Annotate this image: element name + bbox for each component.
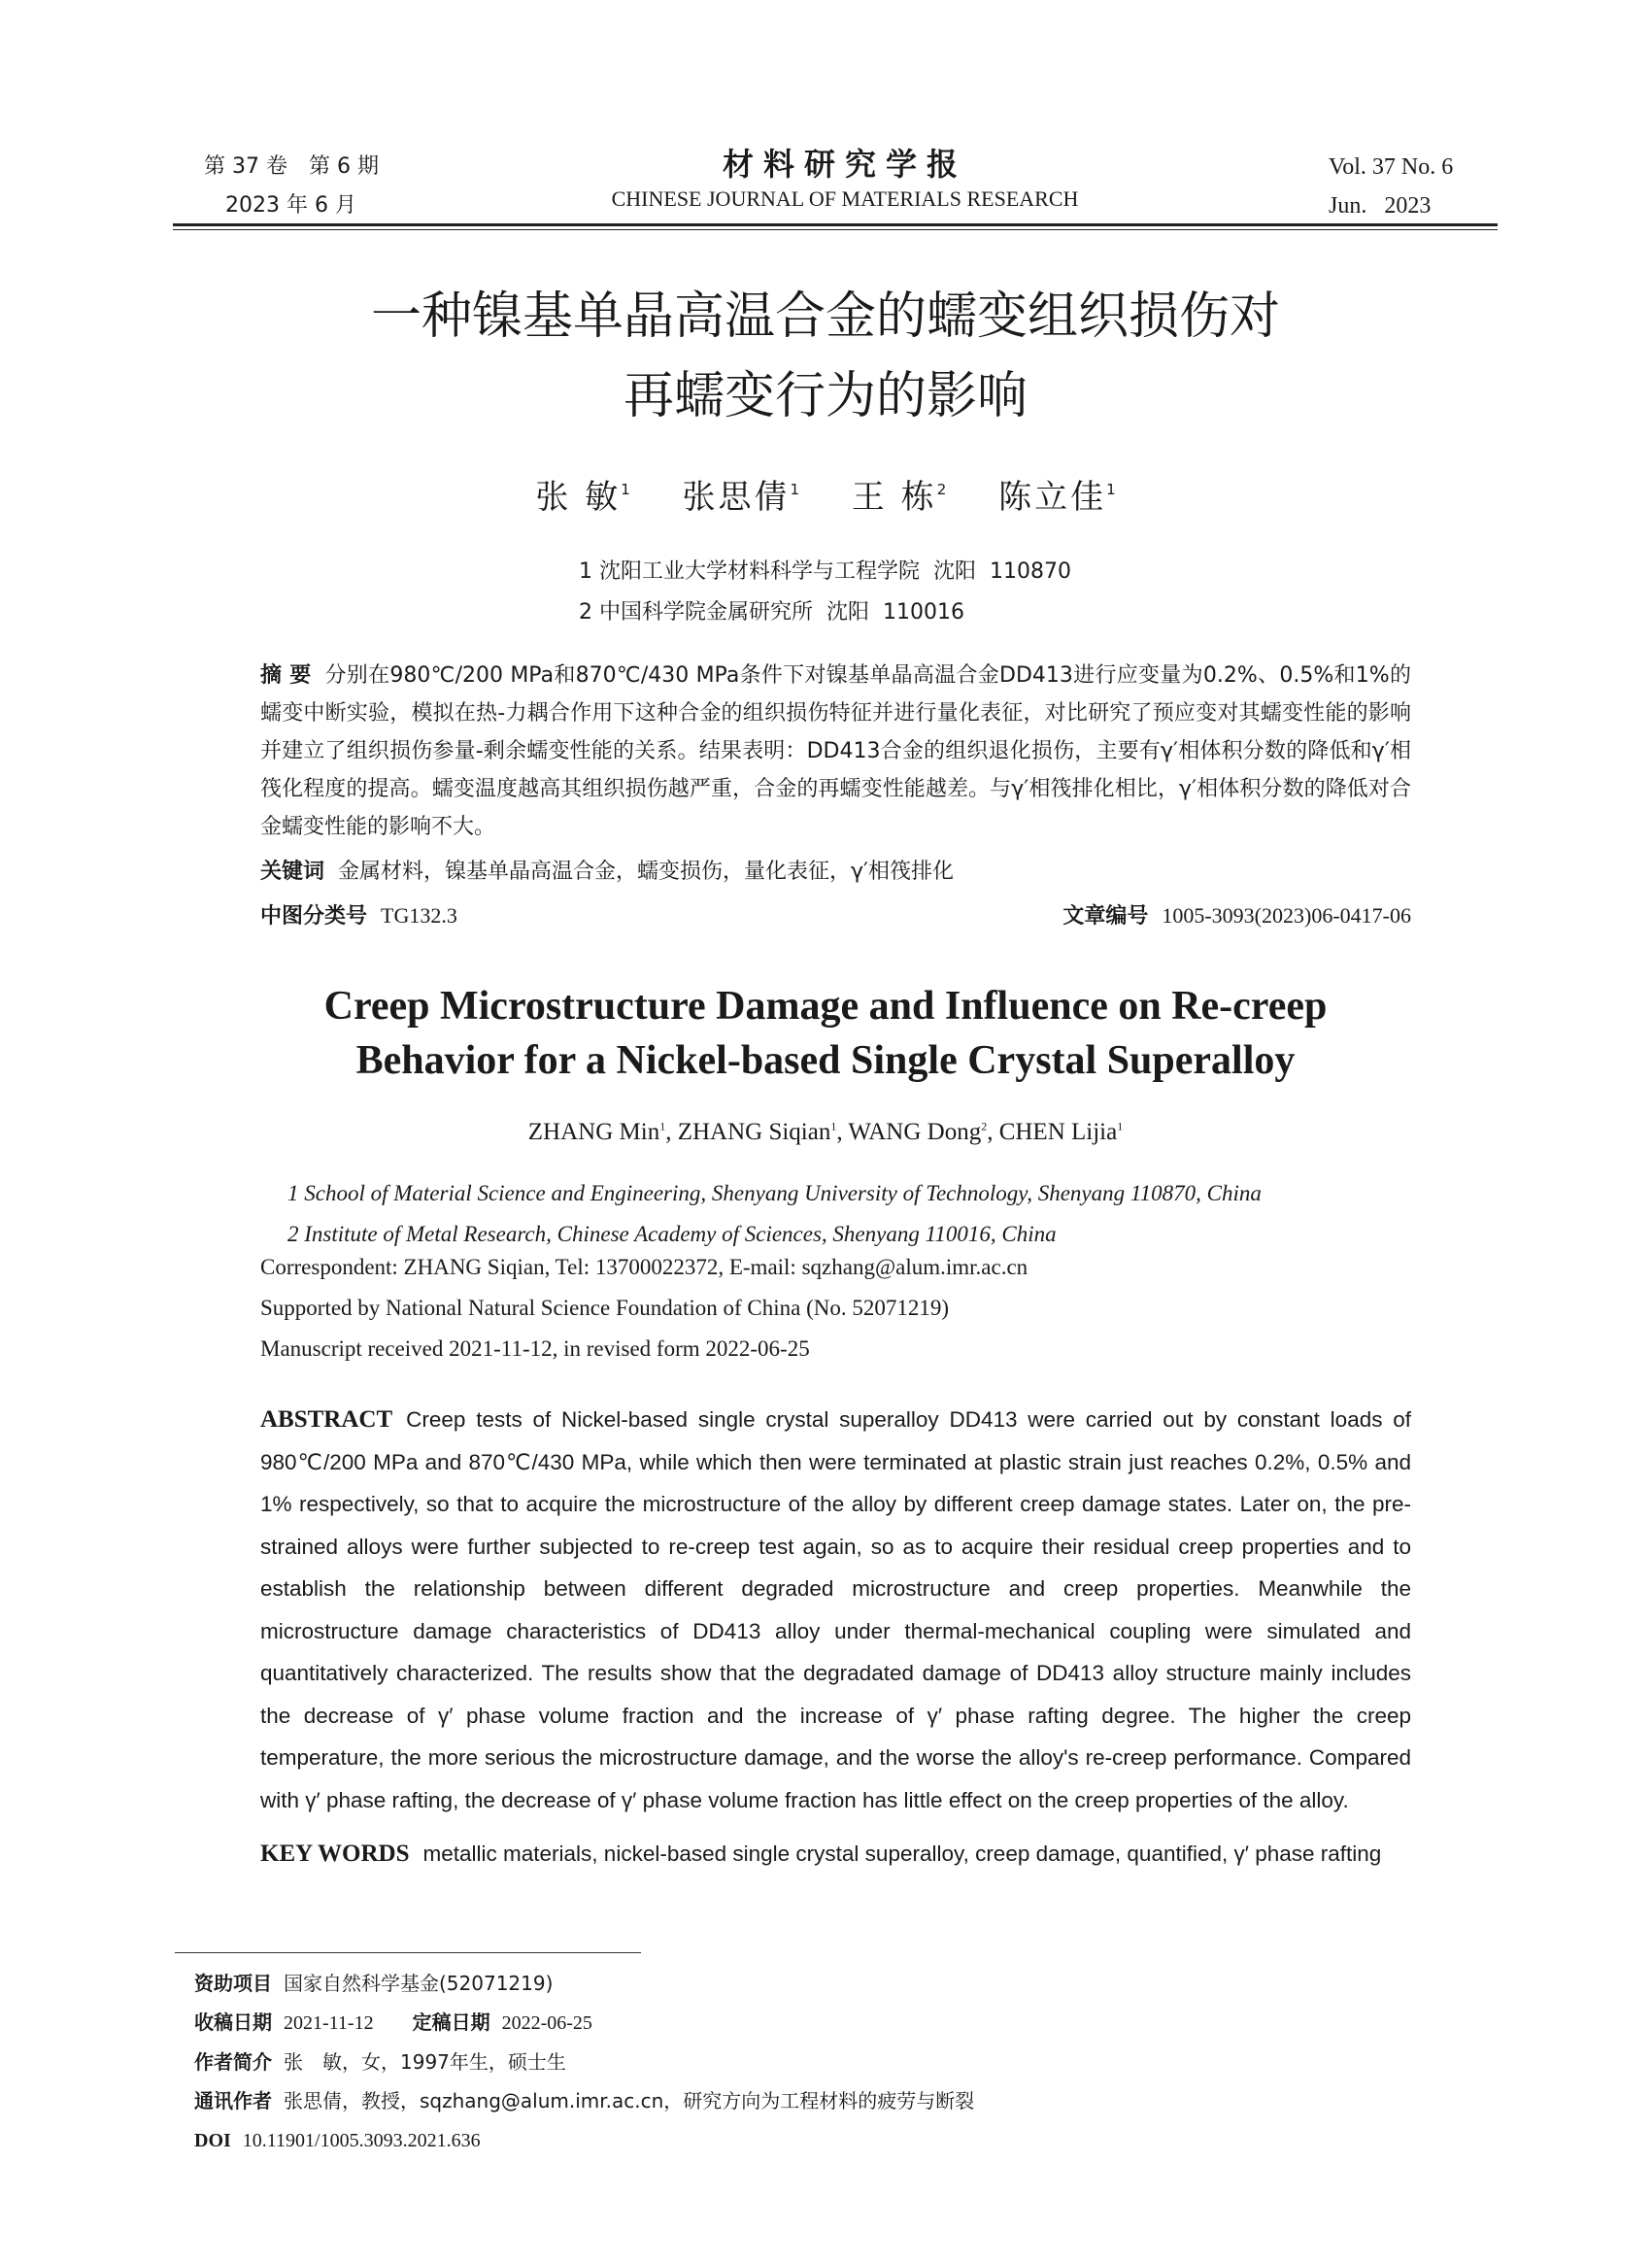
title-cn bbox=[175, 277, 1476, 436]
manuscript-dates: Manuscript received 2021-11-12, in revised form 2022-06-25 bbox=[260, 1336, 810, 1361]
footnote-dates: 收稿日期 2021-11-12 定稿日期 2022-06-25 bbox=[194, 2011, 592, 2034]
footnote-corresponding: 通讯作者 张思倩，教授，sqzhang@alum.imr.ac.cn，研究方向为工程材料的疲劳与断裂 bbox=[194, 2089, 975, 2112]
article-number-label: 文章编号 bbox=[1062, 904, 1149, 929]
affiliation-cn: 1 沈阳工业大学材料科学与工程学院 沈阳 110870 bbox=[579, 559, 1071, 584]
issue-info-en bbox=[1329, 148, 1453, 225]
volume-issue-cn: 第 37 卷 第 6 期 bbox=[204, 154, 379, 179]
article-number bbox=[991, 899, 1411, 929]
authors-cn bbox=[175, 470, 1476, 518]
abstract-en-label: ABSTRACT bbox=[260, 1406, 393, 1433]
volume-issue-en: Vol. 37 No. 6 bbox=[1329, 154, 1454, 180]
author-en: CHEN Lijia$^1$ bbox=[998, 1119, 1124, 1145]
title-cn-line1: 一种镍基单晶高温合金的蠕变组织损伤对 bbox=[370, 287, 1280, 346]
date-cn: 2023 年 6 月 bbox=[225, 193, 356, 218]
funding-en: Supported by National Natural Science Foundation of China (No. 52071219) bbox=[260, 1296, 950, 1320]
footnote-funding: 资助项目 国家自然科学基金(52071219) bbox=[194, 1972, 554, 1995]
abstract-cn-text: 分别在980℃/200 MPa和870℃/430 MPa条件下对镍基单晶高温合金DD413进行应变量为0.2%、0.5%和1%的蠕变中断实验，模拟在热-力耦合作用下这种合金的组织损伤特征并进行量化表征，对比研究了预应变对其蠕变性能的影响并建立了组织损伤参量-剩余蠕变性能的关系。结果表明：DD413合金的组织退化损伤，主要有γ′相体积分数的降低和γ′相筏化程度的提高。蠕变温度越高其组织损伤越严重，合金的再蠕变性能越差。与γ′相筏排化相比，γ′相体积分数的降低对合金蠕变性能的影响不大。 bbox=[260, 663, 1411, 839]
classification-value: TG132.3 bbox=[381, 903, 457, 928]
abstract-en bbox=[260, 1399, 1411, 1821]
classification-code bbox=[260, 899, 457, 929]
author-cn: 张思倩$^1$ bbox=[682, 478, 800, 517]
authors-en bbox=[175, 1119, 1476, 1146]
keywords-en bbox=[260, 1838, 1411, 1871]
journal-masthead bbox=[544, 144, 1146, 214]
journal-name-cn: 材料研究学报 bbox=[722, 146, 967, 183]
author-cn: 陈立佳$^1$ bbox=[998, 478, 1116, 517]
affiliation-en: 2 Institute of Metal Research, Chinese Academy of Sciences, Shenyang 110016, China bbox=[287, 1222, 1057, 1246]
keywords-cn-text: 金属材料，镍基单晶高温合金，蠕变损伤，量化表征，γ′相筏排化 bbox=[338, 860, 955, 884]
issue-info-cn bbox=[204, 148, 379, 225]
date-en: Jun. 2023 bbox=[1329, 193, 1432, 219]
affiliation-cn: 2 中国科学院金属研究所 沈阳 110016 bbox=[579, 600, 964, 625]
keywords-cn bbox=[260, 855, 1411, 890]
title-cn-line2: 再蠕变行为的影响 bbox=[623, 367, 1028, 425]
author-en: ZHANG Min$^1$, bbox=[527, 1119, 678, 1145]
keywords-cn-label: 关键词 bbox=[260, 860, 325, 884]
classification-label: 中图分类号 bbox=[260, 904, 368, 929]
title-en bbox=[175, 979, 1476, 1088]
footnote-author: 作者简介 张 敏，女，1997年生，硕士生 bbox=[194, 2050, 566, 2074]
abstract-cn bbox=[260, 657, 1411, 846]
author-cn: 张 敏$^1$ bbox=[535, 478, 630, 517]
affiliations-cn bbox=[579, 552, 1071, 633]
article-number-value: 1005-3093(2023)06-0417-06 bbox=[1162, 903, 1411, 928]
author-en: WANG Dong$^2$, bbox=[848, 1119, 999, 1145]
title-en-line1: Creep Microstructure Damage and Influence on Re-creep bbox=[323, 984, 1328, 1029]
footnote-rule bbox=[175, 1952, 641, 1953]
keywords-en-label: KEY WORDS bbox=[260, 1841, 410, 1867]
correspondent: Correspondent: ZHANG Siqian, Tel: 13700022372, E-mail: sqzhang@alum.imr.ac.cn bbox=[260, 1255, 1028, 1279]
title-en-line2: Behavior for a Nickel-based Single Crystal Superalloy bbox=[355, 1038, 1296, 1083]
abstract-cn-label: 摘 要 bbox=[260, 663, 312, 688]
article-meta-en bbox=[260, 1247, 1028, 1369]
footnote-doi: DOI 10.11901/1005.3093.2021.636 bbox=[194, 2130, 481, 2151]
abstract-en-text: Creep tests of Nickel-based single crystal superalloy DD413 were carried out by constant loads of 980℃/200 MPa and 870℃/430 MPa, while which then were terminated at plastic strain just reaches 0.2%, 0.5% and 1% respectively, so that to acquire the microstructure of the alloy by different creep damage states. Later on, the pre-strained alloys were further subjected to re-creep test again, so as to acquire their residual creep properties and to establish the relationship between different degraded microstructure and creep properties. Meanwhile the microstructure damage characteristics of DD413 alloy under thermal-mechanical coupling were simulated and quantitatively characterized. The results show that the degradated damage of DD413 alloy structure mainly includes the decrease of γ′ phase volume fraction and the increase of γ′ phase rafting degree. The higher the creep temperature, the more serious the microstructure damage, and the worse the alloy's re-creep performance. Compared with γ′ phase rafting, the decrease of γ′ phase volume fraction has little effect on the creep properties of the alloy. bbox=[260, 1407, 1411, 1812]
affiliations-en bbox=[287, 1173, 1262, 1255]
author-cn: 王 栋$^2$ bbox=[851, 478, 947, 517]
affiliation-en: 1 School of Material Science and Engineering, Shenyang University of Technology, Shenyang 110870, China bbox=[287, 1181, 1262, 1205]
author-en: ZHANG Siqian$^1$, bbox=[677, 1119, 849, 1145]
header-rule-thin bbox=[173, 229, 1498, 230]
footnotes bbox=[194, 1964, 974, 2160]
keywords-en-text: metallic materials, nickel-based single crystal superalloy, creep damage, quantified, γ′ phase rafting bbox=[422, 1842, 1382, 1866]
header-rule-thick bbox=[173, 223, 1498, 226]
journal-name-en: CHINESE JOURNAL OF MATERIALS RESEARCH bbox=[611, 186, 1079, 211]
